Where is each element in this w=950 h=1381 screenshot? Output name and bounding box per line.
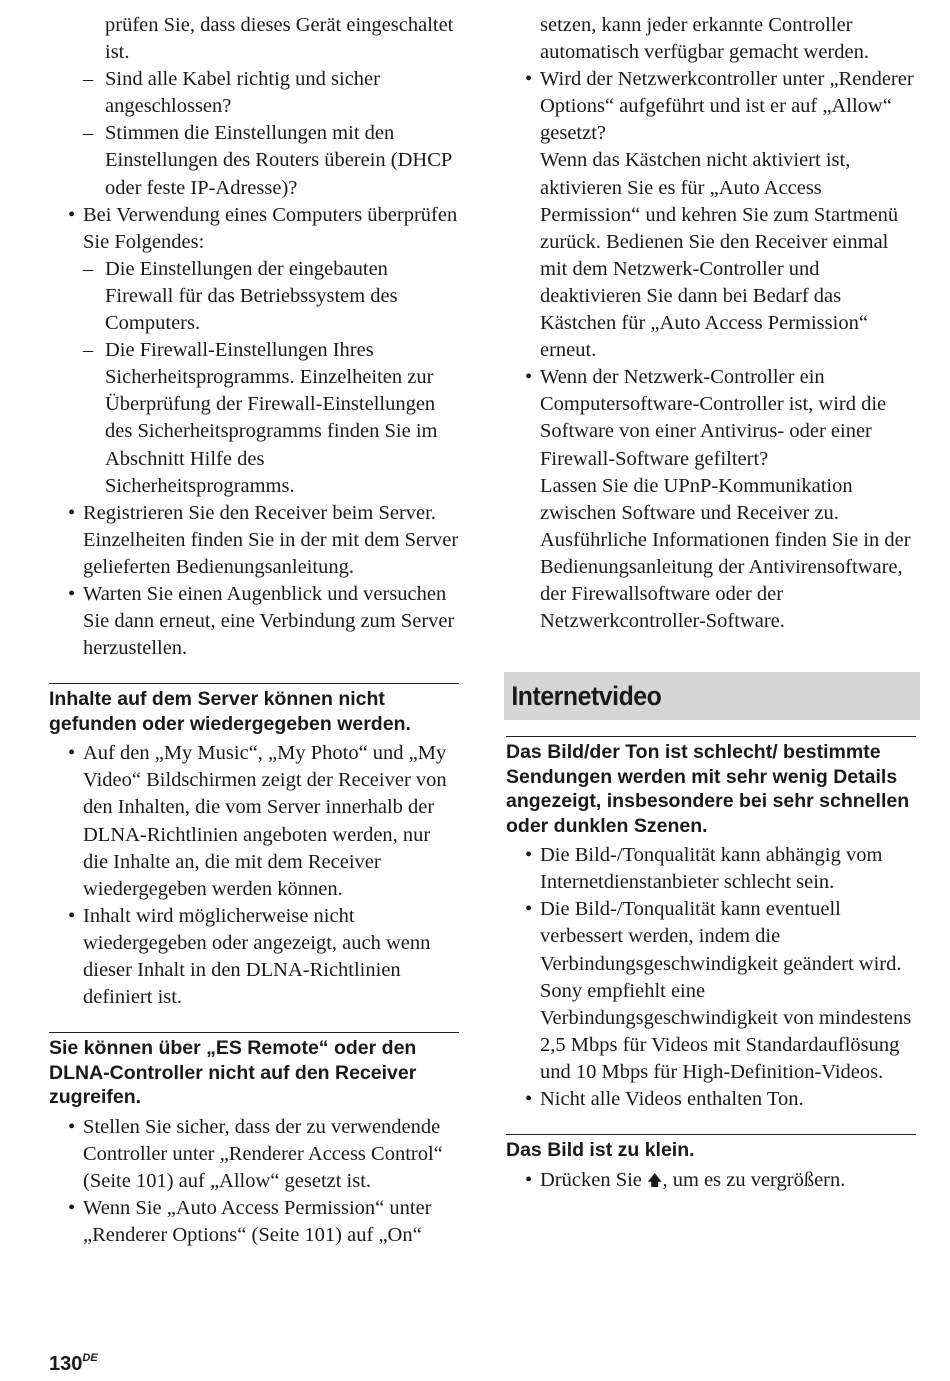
bullet-quality-sound: • Nicht alle Videos enthalten Ton. [525,1088,804,1110]
heading-content-not-found: Inhalte auf dem Server können nicht gefunden oder wiedergegeben werden. [49,683,459,736]
heading-remote-access: Sie können über „ES Remote“ oder den DLNA-Controller nicht auf den Receiver zugreifen. [49,1032,459,1110]
heading-poor-quality: Das Bild/der Ton ist schlecht/ bestimmte Sendungen werden mit sehr wenig Details angezeigt, insbesondere bei sehr schnellen oder dunklen Szenen. [506,736,916,838]
bullet-content-screens: • Auf den „My Music“, „My Photo“ und „My Video“ Bildschirmen zeigt der Receiver von den Inhalten, die vom Server innerhalb der DLNA-Richtlinien angeboten werden, nur die Inhalte an, die mit dem Receiver wiedergegeben werden können. [68,742,447,900]
paragraph-software-controller: Lassen Sie die UPnP-Kommunikation zwischen Software und Receiver zu. Ausführliche Informationen finden Sie in der Bedienungsanleitung der Antivirensoftware, der Firewallsoftware oder der Netzwerkcontroller-Software. [540,474,911,633]
bullet-register: • Registrieren Sie den Receiver beim Server. Einzelheiten finden Sie in der mit dem Server gelieferten Bedienungsanleitung. [68,501,459,578]
left-column [49,12,459,1249]
bullet-enlarge: • Drücken Sie 🡅, um es zu vergrößern. [525,1168,846,1191]
sub-item-continuation: prüfen Sie, dass dieses Gerät eingeschaltet ist. [105,14,454,64]
section-title: Internetvideo [511,680,662,711]
section-header-internetvideo [504,672,920,720]
sub-item-router: – Stimmen die Einstellungen mit den Einstellungen des Routers überein (DHCP oder feste IP-Adresse)? [83,122,452,199]
paragraph-network-controller: Wenn das Kästchen nicht aktiviert ist, aktivieren Sie es für „Auto Access Permission“ und kehren Sie zum Startmenü zurück. Bedienen Sie den Receiver einmal mit dem Netzwerk-Controller und deaktivieren Sie dann bei Bedarf das Kästchen für „Auto Access Permission“ erneut. [540,149,899,362]
up-arrow-icon: 🡅 [647,1172,663,1189]
language-suffix: DE [82,1352,98,1364]
bullet-quality-speed: • Die Bild-/Tonqualität kann eventuell verbessert werden, indem die Verbindungsgeschwindigkeit geändert wird. Sony empfiehlt eine Verbindungsgeschwindigkeit von mindestens 2,5 Mbps für Videos mit Standardauflösung und 10 Mbps für High-Definition-Videos. [525,898,912,1083]
bullet-network-controller: • Wird der Netzwerkcontroller unter „Renderer Options“ aufgeführt und ist er auf „Allow“ gesetzt? [525,68,914,145]
sub-item-firewall-os: – Die Einstellungen der eingebauten Firewall für das Betriebssystem des Computers. [83,257,398,335]
bullet-content-dlna: • Inhalt wird möglicherweise nicht wiedergegeben oder angezeigt, auch wenn dieser Inhalt in den DLNA-Richtlinien definiert ist. [68,904,431,1009]
heading-picture-small: Das Bild ist zu klein. [506,1134,916,1163]
bullet-continuation: setzen, kann jeder erkannte Controller automatisch verfügbar gemacht werden. [540,14,870,64]
right-column [506,12,916,1195]
bullet-wait: • Warten Sie einen Augenblick und versuchen Sie dann erneut, eine Verbindung zum Server herzustellen. [68,582,455,660]
bullet-auto-access: • Wenn Sie „Auto Access Permission“ unter „Renderer Options“ (Seite 101) auf „On“ [68,1196,432,1247]
page-number: 130DE [49,1352,98,1375]
sub-item-cables: – Sind alle Kabel richtig und sicher angeschlossen? [83,68,380,118]
bullet-computer: • Bei Verwendung eines Computers überprüfen Sie Folgendes: [68,203,458,253]
bullet-software-controller: • Wenn der Netzwerk-Controller ein Computersoftware-Controller ist, wird die Software von einer Antivirus- oder einer Firewall-Software gefiltert? [525,366,887,470]
bullet-quality-provider: • Die Bild-/Tonqualität kann abhängig vom Internetdienstanbieter schlecht sein. [525,844,883,894]
sub-item-firewall-security: – Die Firewall-Einstellungen Ihres Sicherheitsprogramms. Einzelheiten zur Überprüfung der Firewall-Einstellungen des Sicherheitsprogramms finden Sie im Abschnitt Hilfe des Sicherheitsprogramms. [83,339,438,497]
bullet-renderer-access: • Stellen Sie sicher, dass der zu verwendende Controller unter „Renderer Access Control“ (Seite 101) auf „Allow“ gesetzt ist. [68,1115,443,1192]
